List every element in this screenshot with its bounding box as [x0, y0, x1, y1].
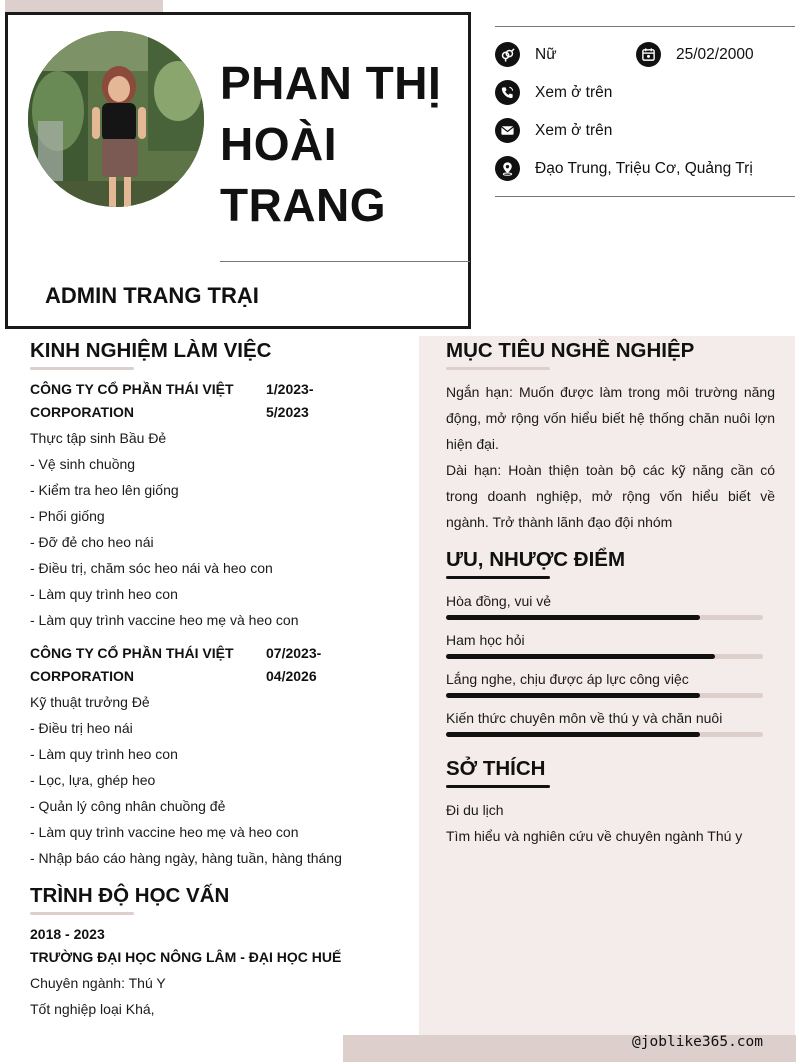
education-heading: TRÌNH ĐỘ HỌC VẤN — [30, 884, 230, 907]
strength-bar — [446, 732, 763, 737]
job-position: Kỹ thuật trưởng Đẻ — [30, 694, 150, 710]
phone-value: Xem ở trên — [535, 83, 613, 101]
job-duty: - Làm quy trình vaccine heo mẹ và heo con — [30, 824, 299, 840]
strength-label: Lắng nghe, chịu được áp lực công việc — [446, 671, 689, 687]
job-period — [266, 378, 346, 424]
header-card — [5, 12, 471, 329]
birthdate-item — [636, 42, 754, 67]
strength-item — [446, 592, 764, 620]
phone-icon — [495, 80, 520, 105]
education-result: Tốt nghiệp loại Khá, — [30, 1001, 155, 1017]
hobbies-heading: SỞ THÍCH — [446, 757, 546, 780]
job-duty: - Vệ sinh chuồng — [30, 456, 136, 472]
objective-content — [446, 379, 775, 535]
location-icon — [495, 156, 520, 181]
strength-label: Kiến thức chuyên môn về thú y và chăn nuôi — [446, 710, 723, 726]
job-period-line: 1/2023- — [266, 381, 314, 397]
experience-entry — [30, 642, 410, 871]
name-line: TRANG — [220, 179, 387, 231]
job-duty: - Kiểm tra heo lên giống — [30, 482, 179, 498]
email-icon — [495, 118, 520, 143]
objective-heading: MỤC TIÊU NGHỀ NGHIỆP — [446, 339, 695, 362]
hobbies-list — [446, 797, 775, 849]
phone-item — [495, 80, 612, 105]
education-period: 2018 - 2023 — [30, 926, 105, 942]
job-period-line: 04/2026 — [266, 668, 317, 684]
heading-underline — [30, 367, 134, 370]
name-line: HOÀI — [220, 118, 337, 170]
gender-item — [495, 42, 557, 67]
hobby-item: Đi du lịch — [446, 802, 504, 818]
strength-item — [446, 631, 764, 659]
birthdate-value: 25/02/2000 — [676, 45, 754, 63]
strength-bar — [446, 693, 763, 698]
objective-short-term: Ngắn hạn: Muốn được làm trong môi trường năng động, mở rộng vốn hiểu biết hệ thống chăn nuôi lợn hiện đại. — [446, 384, 775, 452]
job-period-line: 07/2023- — [266, 645, 322, 661]
job-duty: - Điều trị heo nái — [30, 720, 133, 736]
profile-photo — [28, 31, 204, 207]
heading-underline — [446, 576, 550, 579]
name-line: PHAN THỊ — [220, 57, 442, 109]
gender-value: Nữ — [535, 45, 557, 63]
job-period-line: 5/2023 — [266, 404, 309, 420]
footer-watermark: @joblike365.com — [632, 1034, 763, 1050]
address-item — [495, 156, 753, 181]
strength-bar — [446, 615, 763, 620]
strengths-heading: ƯU, NHƯỢC ĐIỂM — [446, 548, 626, 571]
company-name: CÔNG TY CỔ PHẦN THÁI VIỆT CORPORATION — [30, 645, 234, 684]
gender-icon — [495, 42, 520, 67]
objective-long-term: Dài hạn: Hoàn thiện toàn bộ các kỹ năng cần có trong doanh nghiệp, mở rộng vốn hiểu biết về ngành. Trở thành lãnh đạo đội nhóm — [446, 462, 775, 530]
job-duty: - Phối giống — [30, 508, 105, 524]
job-period — [266, 642, 346, 688]
email-item — [495, 118, 612, 143]
job-duty: - Đỡ đẻ cho heo nái — [30, 534, 154, 550]
job-duty: - Làm quy trình heo con — [30, 586, 178, 602]
education-entry — [30, 923, 410, 1022]
job-position: Thực tập sinh Bầu Đẻ — [30, 430, 167, 446]
strength-item — [446, 670, 764, 698]
heading-underline — [446, 367, 550, 370]
experience-heading: KINH NGHIỆM LÀM VIỆC — [30, 339, 272, 362]
strength-label: Hòa đồng, vui vẻ — [446, 593, 552, 609]
job-duty: - Làm quy trình heo con — [30, 746, 178, 762]
strength-bar-fill — [446, 654, 715, 659]
hobby-item: Tìm hiểu và nghiên cứu về chuyên ngành Thú y — [446, 828, 743, 844]
school-name: TRƯỜNG ĐẠI HỌC NÔNG LÂM - ĐẠI HỌC HUẾ — [30, 949, 342, 965]
avatar — [28, 31, 204, 207]
heading-underline — [446, 785, 550, 788]
strength-bar — [446, 654, 763, 659]
company-name: CÔNG TY CỔ PHẦN THÁI VIỆT CORPORATION — [30, 381, 234, 420]
strength-label: Ham học hỏi — [446, 632, 525, 648]
candidate-name — [220, 53, 460, 236]
job-duty: - Nhập báo cáo hàng ngày, hàng tuần, hàng tháng — [30, 850, 342, 866]
email-value: Xem ở trên — [535, 121, 613, 139]
strength-bar-fill — [446, 693, 700, 698]
divider — [495, 196, 795, 197]
education-major: Chuyên ngành: Thú Y — [30, 975, 166, 991]
job-duty: - Lọc, lựa, ghép heo — [30, 772, 156, 788]
job-title: ADMIN TRANG TRẠI — [45, 283, 259, 308]
divider — [220, 261, 470, 262]
experience-entry — [30, 378, 410, 633]
job-duty: - Điều trị, chăm sóc heo nái và heo con — [30, 560, 273, 576]
strength-bar-fill — [446, 732, 700, 737]
divider — [495, 26, 795, 27]
job-duty: - Quản lý công nhân chuồng đẻ — [30, 798, 226, 814]
address-value: Đạo Trung, Triệu Cơ, Quảng Trị — [535, 159, 753, 177]
calendar-icon — [636, 42, 661, 67]
strength-item — [446, 709, 764, 737]
job-duty: - Làm quy trình vaccine heo mẹ và heo con — [30, 612, 299, 628]
strength-bar-fill — [446, 615, 700, 620]
heading-underline — [30, 912, 134, 915]
